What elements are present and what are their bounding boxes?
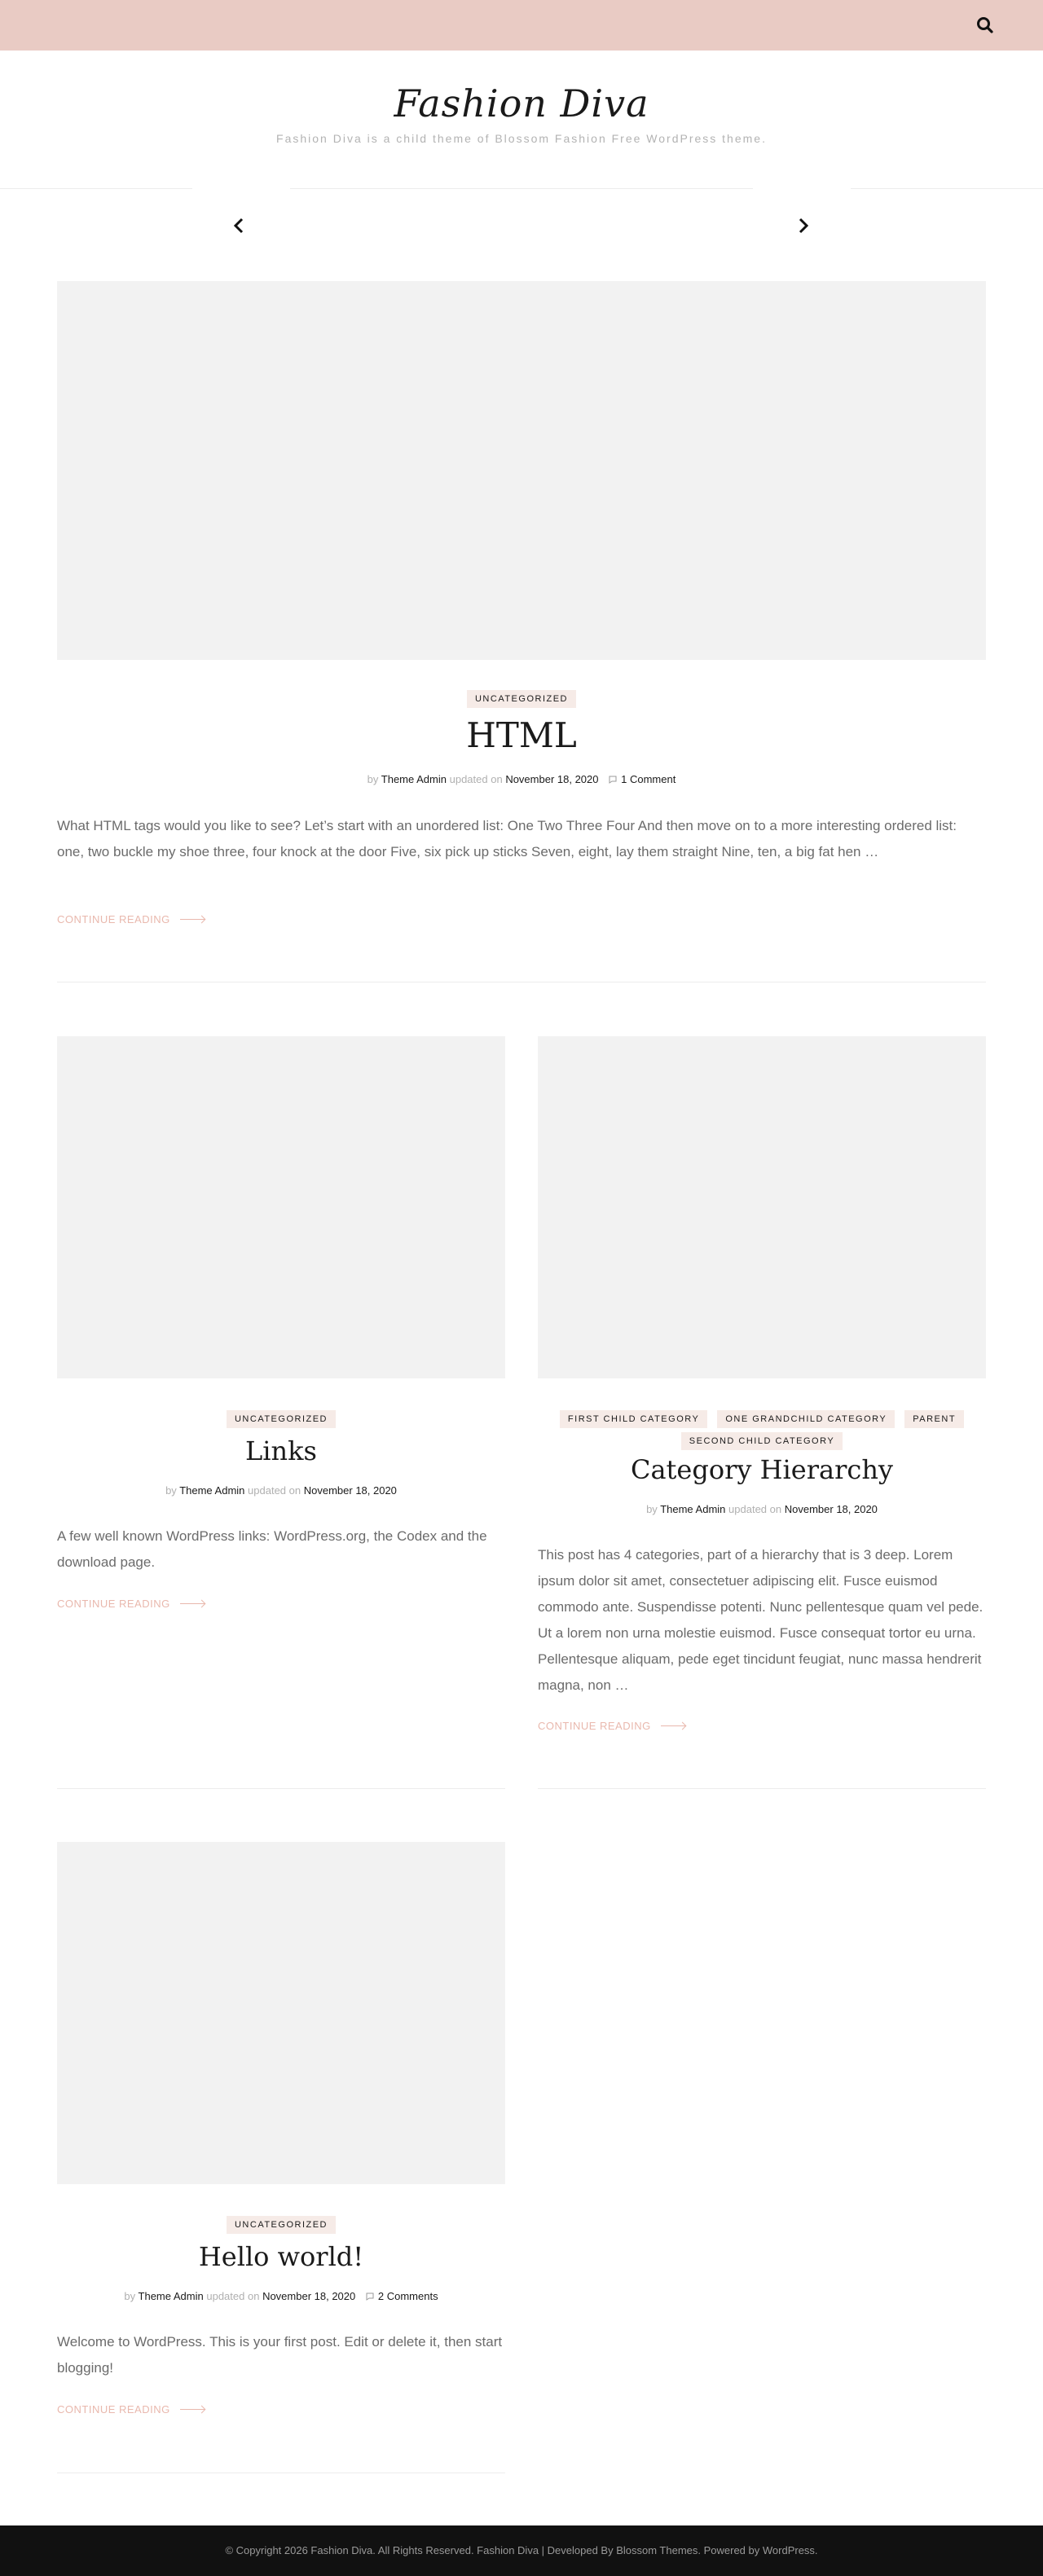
category-badge[interactable]: FIRST CHILD CATEGORY [560, 1410, 707, 1428]
meta-updated: updated on [206, 2290, 260, 2302]
continue-reading-link[interactable] [57, 1598, 205, 1610]
author-link[interactable]: Theme Admin [138, 2290, 204, 2302]
date-link[interactable]: November 18, 2020 [303, 1484, 397, 1497]
meta-by: by [124, 2290, 136, 2302]
continue-reading-label: CONTINUE READING [57, 2403, 170, 2416]
category-badge[interactable]: PARENT [904, 1410, 964, 1428]
comments-link[interactable]: 2 Comments [377, 2290, 438, 2302]
post-meta [57, 2290, 505, 2304]
date-link[interactable]: November 18, 2020 [784, 1503, 878, 1515]
meta-by: by [646, 1503, 658, 1515]
site-description: Fashion Diva is a child theme of Blossom Fashion Free WordPress theme. [276, 132, 767, 145]
top-bar [0, 0, 1043, 51]
post-categories [538, 1410, 986, 1454]
site-header [0, 51, 1043, 189]
post-divider [538, 1788, 986, 1789]
comment-icon [608, 775, 618, 787]
post-thumbnail[interactable] [57, 1842, 505, 2184]
continue-reading-label: CONTINUE READING [57, 913, 170, 925]
meta-updated: updated on [248, 1484, 301, 1497]
continue-reading-link[interactable] [538, 1720, 685, 1732]
arrow-right-icon [180, 919, 205, 920]
post-excerpt: Welcome to WordPress. This is your first post. Edit or delete it, then start blogging! [57, 2334, 503, 2376]
post-meta [538, 1503, 986, 1515]
post-meta [57, 773, 986, 787]
post-thumbnail[interactable] [57, 1036, 505, 1378]
meta-by: by [367, 773, 379, 785]
post-title[interactable]: Hello world! [198, 2241, 364, 2272]
category-badge[interactable]: ONE GRANDCHILD CATEGORY [717, 1410, 895, 1428]
post-categories [57, 1410, 505, 1432]
date-link[interactable]: November 18, 2020 [262, 2290, 356, 2302]
arrow-right-icon [661, 1725, 685, 1726]
author-link[interactable]: Theme Admin [660, 1503, 726, 1515]
post-excerpt: What HTML tags would you like to see? Let’s start with an unordered list: One Two Three Four And then move on to a more interesting ordered list: one, two buckle my shoe three, four knock at the door Five, six pick up sticks Seven, eight, lay them straight Nine, ten, a big fat hen … [57, 818, 957, 859]
post-divider [57, 1788, 505, 1789]
site-title[interactable]: Fashion Diva [394, 81, 649, 125]
continue-reading-label: CONTINUE READING [57, 1598, 170, 1610]
continue-reading-label: CONTINUE READING [538, 1720, 651, 1732]
post-excerpt: This post has 4 categories, part of a hierarchy that is 3 deep. Lorem ipsum dolor sit amet, consectetuer adipiscing elit. Fusce euismod commodo ante. Suspendisse potenti. Nunc pellentesque quam vel pede. Ut a lorem non urna molestie euismod. Fusce consequat tortor eu urna. Pellentesque aliquam, pede eget tincidunt feugiat, nunc massa hendrerit magna, non … [538, 1547, 984, 1693]
continue-reading-link[interactable] [57, 913, 205, 925]
post-excerpt: A few well known WordPress links: WordPress.org, the Codex and the download page. [57, 1528, 487, 1570]
post-title[interactable]: Category Hierarchy [630, 1454, 893, 1485]
post-categories [57, 2216, 505, 2238]
category-badge[interactable]: UNCATEGORIZED [467, 690, 576, 708]
meta-by: by [165, 1484, 177, 1497]
category-badge[interactable]: UNCATEGORIZED [227, 2216, 336, 2234]
author-link[interactable]: Theme Admin [381, 773, 447, 785]
post-title[interactable]: Links [245, 1435, 317, 1466]
slider-navigation [0, 189, 1043, 262]
post-thumbnail[interactable] [538, 1036, 986, 1378]
search-icon[interactable] [975, 15, 996, 36]
category-badge[interactable]: SECOND CHILD CATEGORY [681, 1432, 843, 1450]
chevron-left-icon[interactable] [228, 215, 249, 236]
continue-reading-link[interactable] [57, 2403, 205, 2416]
post-categories [57, 690, 986, 712]
date-link[interactable]: November 18, 2020 [505, 773, 599, 785]
post-thumbnail[interactable] [57, 281, 986, 660]
meta-updated: updated on [449, 773, 503, 785]
arrow-right-icon [180, 2409, 205, 2410]
chevron-right-icon[interactable] [793, 215, 814, 236]
arrow-right-icon [180, 1603, 205, 1604]
author-link[interactable]: Theme Admin [179, 1484, 245, 1497]
site-footer [0, 2525, 1043, 2576]
comment-icon [365, 2292, 375, 2304]
category-badge[interactable]: UNCATEGORIZED [227, 1410, 336, 1428]
comments-link[interactable]: 1 Comment [621, 773, 676, 785]
post-meta [57, 1484, 505, 1497]
meta-updated: updated on [728, 1503, 782, 1515]
copyright-text: © Copyright 2026 Fashion Diva. All Rights Reserved. Fashion Diva | Developed By Blossom Themes. Powered by WordPress. [225, 2544, 818, 2556]
post-title[interactable]: HTML [466, 715, 577, 755]
